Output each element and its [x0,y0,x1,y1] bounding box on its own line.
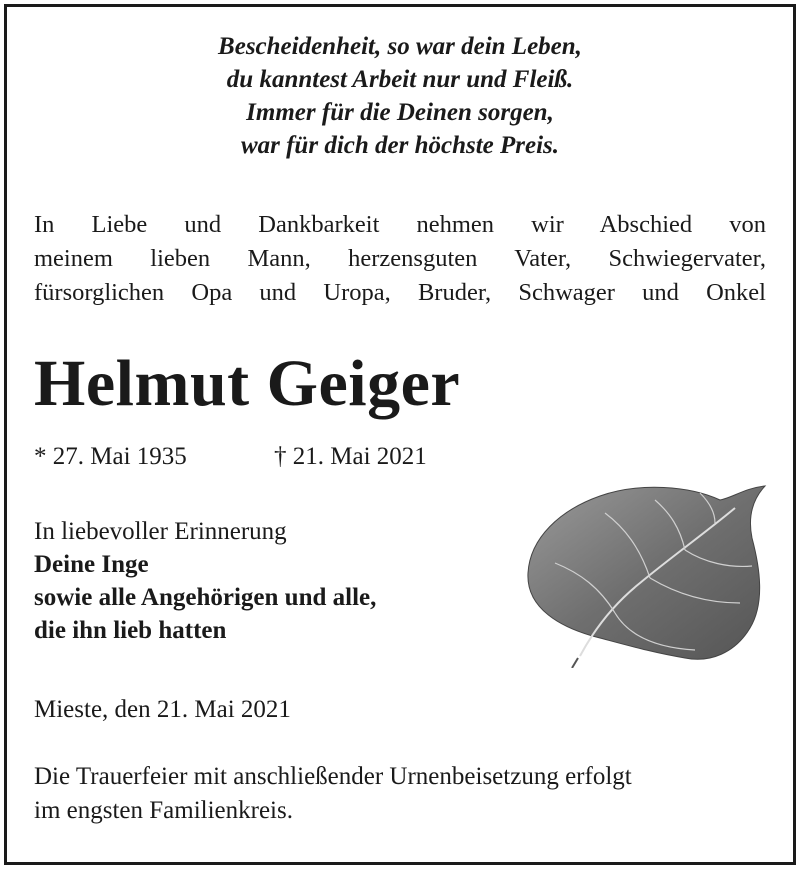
birth-date: * 27. Mai 1935 [34,443,187,470]
linden-leaf-icon [520,478,770,668]
signoff [34,515,376,647]
death-date: † 21. Mai 2021 [274,443,427,470]
signoff-line: die ihn lieb hatten [34,617,227,644]
signoff-line: Deine Inge [34,551,149,578]
funeral-notice [34,760,774,828]
life-dates [34,440,427,474]
intro-text [34,208,766,310]
funeral-line: Die Trauerfeier mit anschließender Urnenbeisetzung erfolgt [34,763,632,790]
signoff-line: sowie alle Angehörigen und alle, [34,584,377,611]
funeral-line: im engsten Familienkreis. [34,797,293,824]
poem-line: Immer für die Deinen sorgen, [246,99,554,126]
poem-line: war für dich der höchste Preis. [240,132,560,159]
intro-line: meinem lieben Mann, herzensguten Vater, Schwiegervater, [34,245,766,272]
place-date: Mieste, den 21. Mai 2021 [34,696,291,723]
poem-line: du kanntest Arbeit nur und Fleiß. [226,66,574,93]
signoff-line: In liebevoller Erinnerung [34,518,287,545]
intro-line: fürsorglichen Opa und Uropa, Bruder, Schwager und Onkel [34,279,766,306]
deceased-name: Helmut Geiger [34,347,461,420]
poem [0,30,800,162]
poem-line: Bescheidenheit, so war dein Leben, [218,33,582,60]
intro-line: In Liebe und Dankbarkeit nehmen wir Abschied von [34,211,766,238]
